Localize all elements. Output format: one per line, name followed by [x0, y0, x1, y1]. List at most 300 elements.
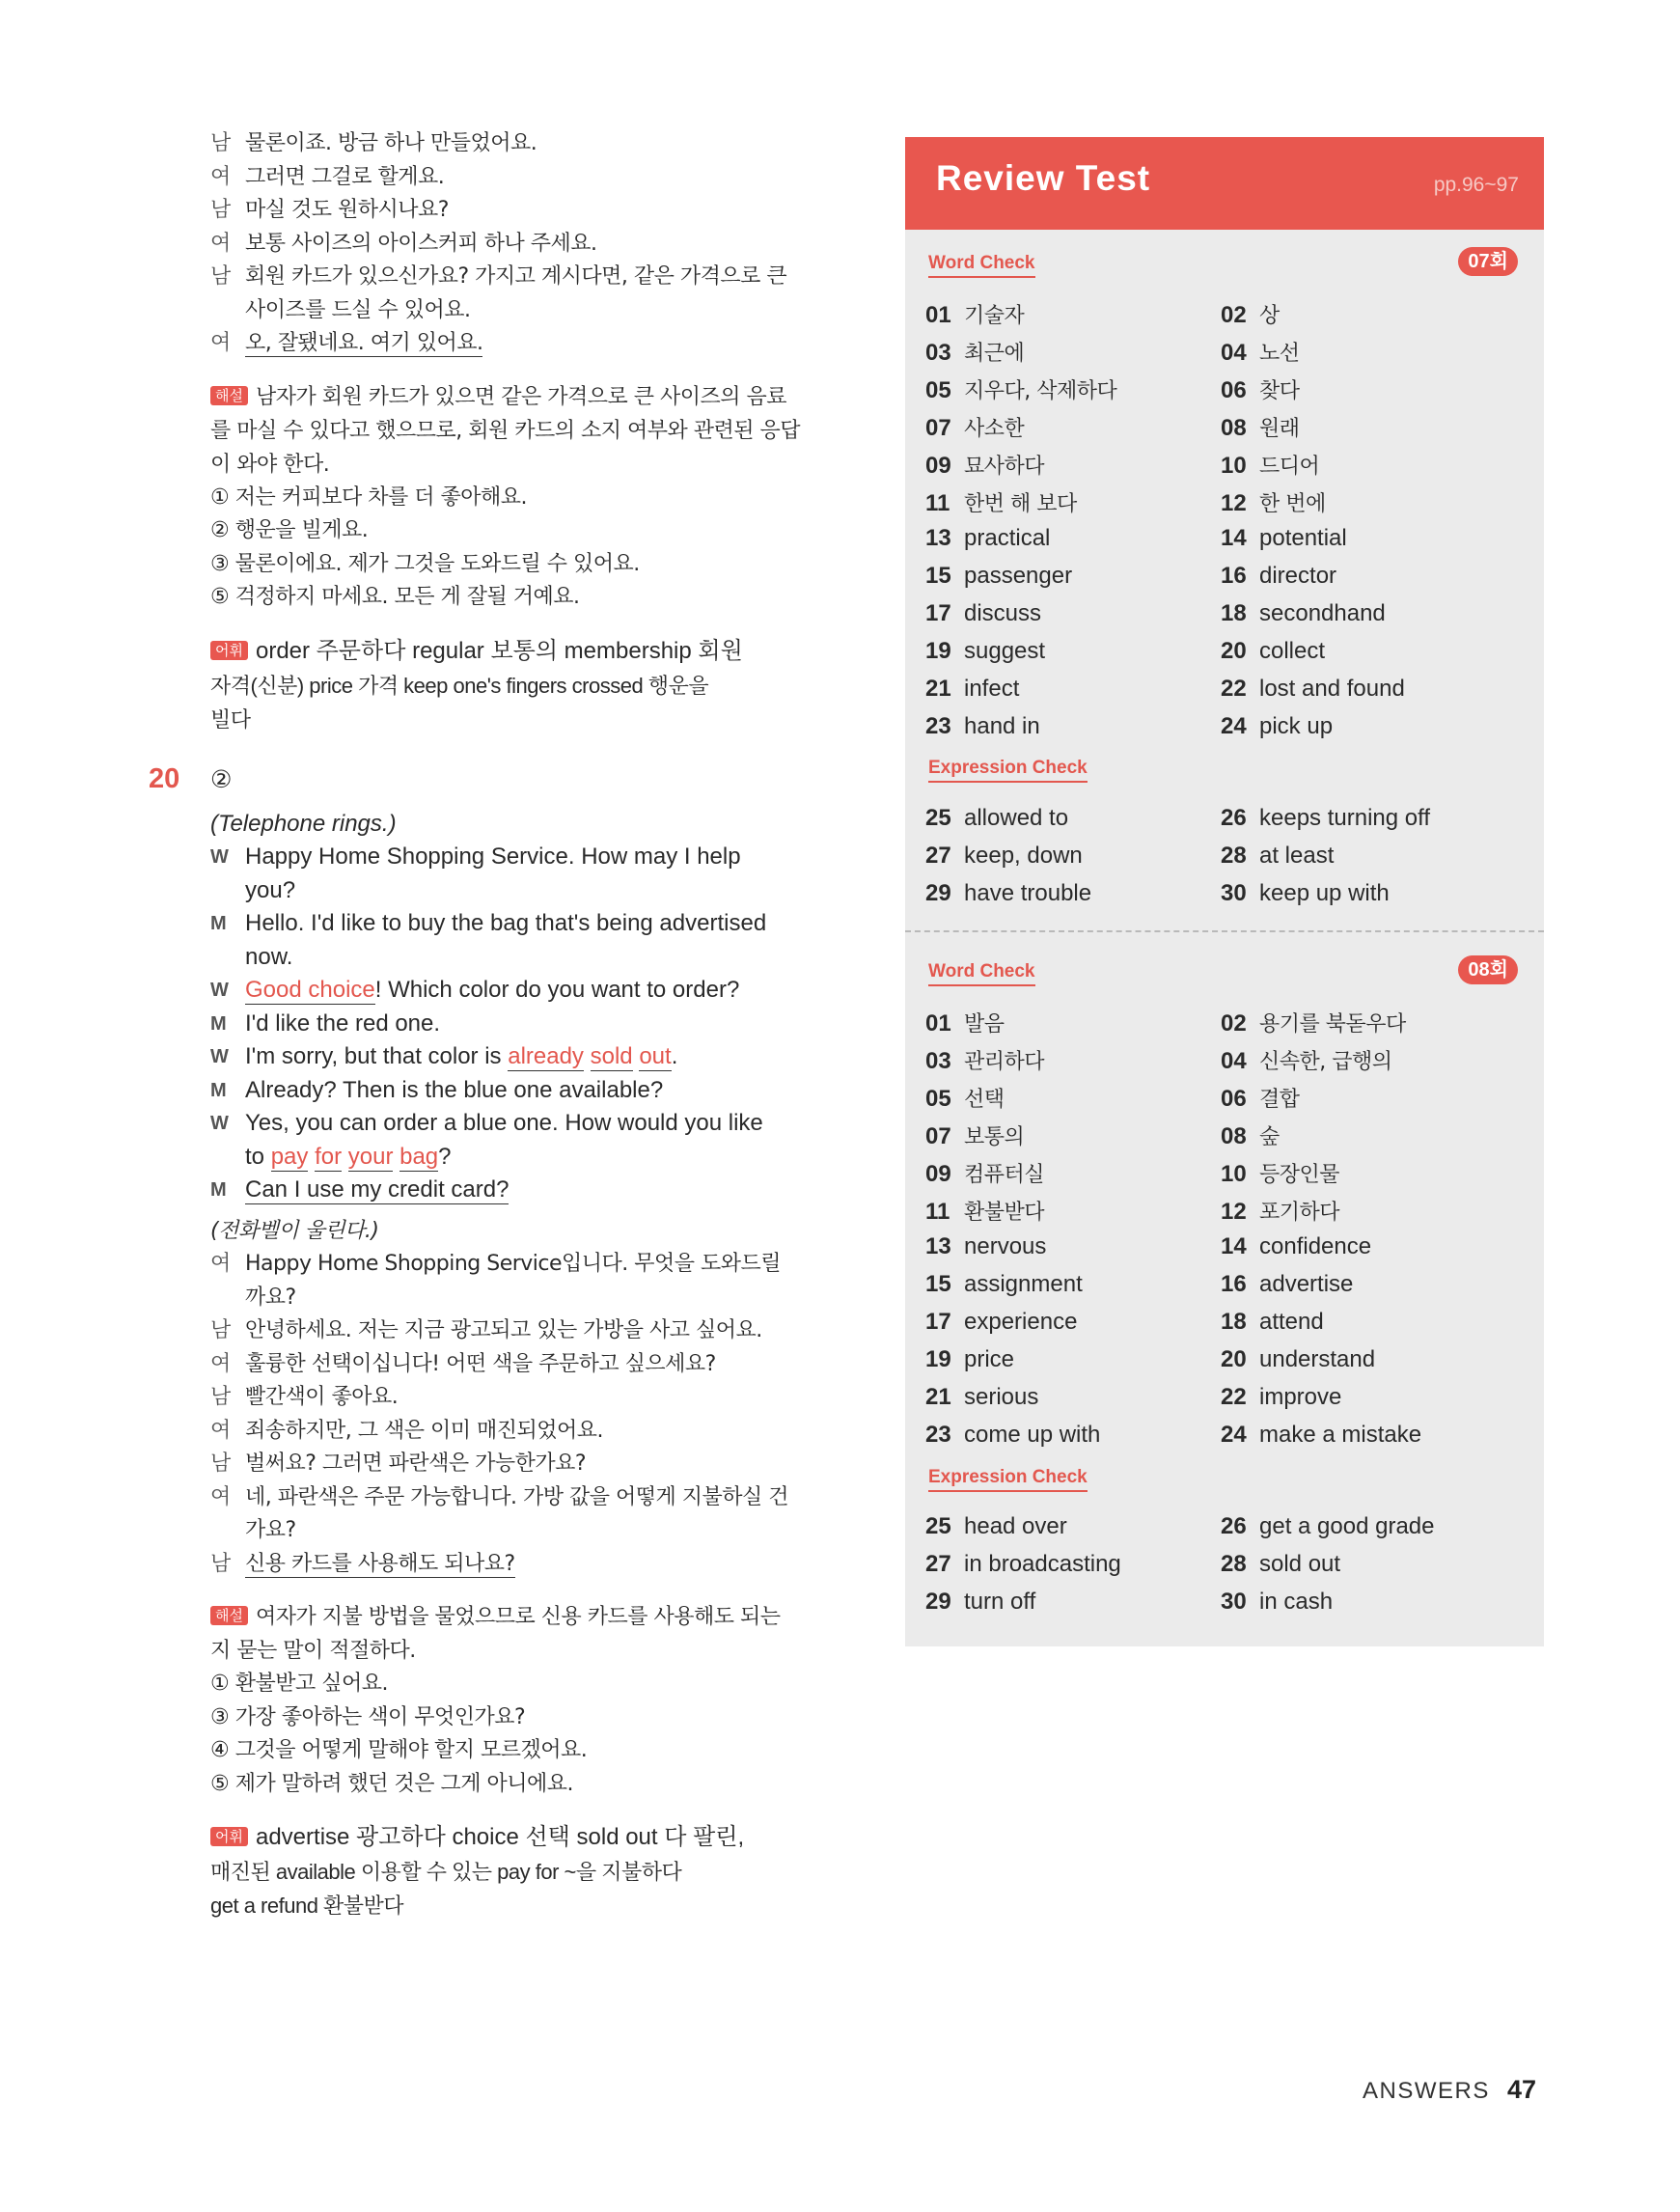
item-answer: infect	[964, 676, 1020, 702]
item-answer: keep, down	[964, 843, 1083, 869]
review-item	[1221, 1551, 1340, 1578]
item-answer: 노선	[1259, 342, 1300, 366]
review-item	[1221, 1008, 1406, 1037]
blank-answer: pay	[270, 1143, 309, 1170]
item-number: 28	[1221, 1551, 1247, 1577]
review-item	[925, 1083, 1005, 1113]
vocab-line: 자격(신분) price 가격 keep one's fingers crossed 행운을	[210, 673, 709, 698]
review-item	[1221, 450, 1319, 480]
review-item	[1221, 880, 1390, 907]
review-item	[1221, 1346, 1375, 1373]
item-answer: 선택	[964, 1088, 1005, 1112]
dialog-text: 사이즈를 드실 수 있어요.	[245, 297, 471, 322]
review-item	[925, 805, 1068, 832]
speaker-label: 여	[210, 1484, 231, 1509]
item-answer: get a good grade	[1259, 1513, 1435, 1539]
speaker-label: 여	[210, 1252, 231, 1276]
review-item	[1221, 374, 1300, 404]
item-answer: 찾다	[1259, 379, 1300, 403]
review-item	[1221, 600, 1386, 627]
review-item	[1221, 1513, 1435, 1540]
blank-answer: for	[315, 1143, 343, 1170]
item-number: 06	[1221, 377, 1247, 403]
item-number: 05	[925, 377, 951, 403]
item-answer: have trouble	[964, 880, 1092, 906]
review-item	[1221, 525, 1347, 552]
word-check-label-08: Word Check	[928, 961, 1035, 986]
item-answer: 드디어	[1259, 455, 1320, 479]
speaker-label	[210, 294, 245, 328]
review-item	[1221, 412, 1300, 442]
item-number: 07	[925, 1123, 951, 1149]
item-answer: 상	[1259, 304, 1280, 328]
item-number: 04	[1221, 1048, 1247, 1074]
item-number: 05	[925, 1086, 951, 1112]
answer-underlined-text: Can I use my credit card?	[245, 1176, 510, 1203]
review-item	[1221, 1309, 1324, 1336]
review-item	[925, 713, 1040, 740]
dialog-text: 벌써요? 그러면 파란색은 가능한가요?	[245, 1452, 587, 1476]
item-number: 03	[925, 1048, 951, 1074]
item-answer: 사소한	[964, 417, 1025, 441]
item-number: 21	[925, 676, 951, 702]
dialog-text: Already? Then is the blue one available?	[245, 1076, 664, 1103]
option-line: ③ 가장 좋아하는 색이 무엇인가요?	[210, 1704, 526, 1729]
explanation-tag: 해설	[210, 1606, 248, 1625]
review-item	[1221, 638, 1325, 665]
item-answer: 컴퓨터실	[964, 1163, 1045, 1187]
review-item	[925, 450, 1044, 480]
review-item	[1221, 1422, 1421, 1449]
speaker-label: 남	[210, 1551, 231, 1576]
item-number: 29	[925, 1589, 951, 1615]
item-number: 09	[925, 453, 951, 479]
explanation-20	[210, 1600, 847, 1801]
review-test-header	[905, 137, 1544, 230]
footer-section-label: ANSWERS	[1363, 2078, 1490, 2104]
item-number: 13	[925, 1233, 951, 1259]
item-number: 22	[1221, 676, 1247, 702]
review-item	[1221, 337, 1300, 367]
item-answer: understand	[1259, 1346, 1376, 1372]
review-item	[925, 1158, 1044, 1188]
speaker-label: W	[210, 1113, 229, 1134]
item-number: 08	[1221, 415, 1247, 441]
vocab-line: get a refund 환불받다	[210, 1894, 404, 1918]
item-number: 16	[1221, 563, 1247, 589]
item-answer: director	[1259, 563, 1337, 589]
item-number: 17	[925, 600, 951, 626]
review-item	[1221, 1045, 1392, 1075]
item-number: 16	[1221, 1271, 1247, 1297]
item-answer: 결합	[1259, 1088, 1300, 1112]
review-item	[1221, 805, 1430, 832]
question-answer: ②	[210, 764, 233, 793]
item-number: 06	[1221, 1086, 1247, 1112]
dialog-korean-19	[210, 127, 847, 361]
item-number: 03	[925, 340, 951, 366]
dialog-line	[210, 161, 847, 195]
item-number: 21	[925, 1384, 951, 1410]
dialog-text: Happy Home Shopping Service입니다. 무엇을 도와드릴	[245, 1252, 782, 1276]
review-item	[1221, 676, 1405, 703]
item-answer: at least	[1259, 843, 1335, 869]
item-number: 30	[1221, 1589, 1247, 1615]
dialog-line	[210, 294, 847, 328]
item-number: 02	[1221, 1010, 1247, 1037]
dialog-text: 마실 것도 원하시나요?	[245, 198, 449, 222]
dialog-line	[210, 127, 847, 161]
vocab-tag: 어휘	[210, 1827, 248, 1846]
dialog-text: 보통 사이즈의 아이스커피 하나 주세요.	[245, 231, 597, 256]
item-number: 23	[925, 713, 951, 739]
blank-answer: sold	[590, 1043, 633, 1069]
review-item	[1221, 1589, 1333, 1616]
item-number: 13	[925, 525, 951, 551]
item-number: 01	[925, 1010, 951, 1037]
item-answer: secondhand	[1259, 600, 1386, 626]
item-number: 30	[1221, 880, 1247, 906]
review-item	[925, 1008, 1005, 1037]
item-answer: make a mistake	[1259, 1422, 1422, 1448]
item-answer: 관리하다	[964, 1050, 1045, 1074]
item-answer: passenger	[964, 563, 1073, 589]
vocab-line: 빌다	[210, 706, 251, 732]
item-answer: 신속한, 급행의	[1259, 1050, 1392, 1074]
item-answer: 묘사하다	[964, 455, 1045, 479]
speaker-label: 남	[210, 198, 231, 222]
page-number: 47	[1507, 2075, 1537, 2104]
explanation-text	[210, 1600, 847, 1634]
speaker-label: 여	[210, 1418, 231, 1443]
dialog-text: 그러면 그걸로 할게요.	[245, 164, 445, 189]
dialog-text: 죄송하지만, 그 색은 이미 매진되었어요.	[245, 1418, 603, 1443]
item-number: 09	[925, 1161, 951, 1187]
blank-answer: out	[639, 1043, 672, 1069]
item-number: 01	[925, 302, 951, 328]
explanation-tag: 해설	[210, 386, 248, 405]
item-number: 04	[1221, 340, 1247, 366]
review-item	[925, 299, 1024, 329]
speaker-label: W	[210, 1046, 229, 1067]
review-item	[925, 412, 1024, 442]
dialog-text: 까요?	[245, 1285, 296, 1310]
item-answer: practical	[964, 525, 1051, 551]
option-line: ① 환불받고 싶어요.	[210, 1672, 388, 1696]
dialog-text: 물론이죠. 방금 하나 만들었어요.	[245, 131, 537, 155]
section-divider	[905, 930, 1544, 932]
item-number: 18	[1221, 600, 1247, 626]
item-answer: turn off	[964, 1589, 1036, 1615]
review-item	[1221, 843, 1334, 870]
answer-underlined-text: 오, 잘됐네요. 여기 있어요.	[245, 331, 483, 355]
speaker-label: 여	[210, 164, 231, 189]
test-badge-08: 08회	[1458, 955, 1518, 984]
review-item	[925, 1196, 1044, 1226]
expression-check-label-07: Expression Check	[928, 758, 1088, 783]
item-answer: 등장인물	[1259, 1163, 1340, 1187]
dialog-text: Yes, you can order a blue one. How would you like	[245, 1110, 763, 1136]
item-number: 19	[925, 638, 951, 664]
review-item	[1221, 299, 1280, 329]
vocabulary-19	[210, 634, 847, 736]
option-line: ⑤ 걱정하지 마세요. 모든 게 잘될 거예요.	[210, 585, 580, 609]
speaker-label	[210, 1514, 245, 1548]
review-item	[925, 1384, 1038, 1411]
dialog-line	[210, 228, 847, 262]
review-item	[925, 638, 1045, 665]
item-answer: come up with	[964, 1422, 1101, 1448]
dialog-text: I'm sorry, but that color is	[245, 1043, 509, 1069]
review-item	[925, 1346, 1014, 1373]
item-answer: 포기하다	[1259, 1201, 1340, 1225]
dialog-text: to	[245, 1143, 271, 1170]
item-answer: improve	[1259, 1384, 1342, 1410]
explanation-line: 를 마실 수 있다고 했으므로, 회원 카드의 소지 여부와 관련된 응답	[210, 418, 800, 443]
item-number: 26	[1221, 1513, 1247, 1539]
dialog-text: you?	[245, 876, 296, 903]
review-item	[1221, 1158, 1339, 1188]
item-number: 24	[1221, 1422, 1247, 1448]
vocabulary-20	[210, 1820, 847, 1922]
speaker-label: 남	[210, 1452, 231, 1476]
review-item	[1221, 1196, 1339, 1226]
item-number: 25	[925, 805, 951, 831]
review-test-pages: pp.96~97	[1433, 174, 1519, 196]
item-answer: advertise	[1259, 1271, 1354, 1297]
item-answer: price	[964, 1346, 1015, 1372]
item-answer: serious	[964, 1384, 1039, 1410]
item-answer: 기술자	[964, 304, 1025, 328]
option-line: ④ 그것을 어떻게 말해야 할지 모르겠어요.	[210, 1738, 588, 1762]
answer-underlined-text: 신용 카드를 사용해도 되나요?	[245, 1551, 515, 1576]
item-number: 14	[1221, 525, 1247, 551]
review-test-title: Review Test	[936, 158, 1151, 198]
item-number: 23	[925, 1422, 951, 1448]
item-number: 14	[1221, 1233, 1247, 1259]
review-item	[925, 843, 1083, 870]
dialog-text: 안녕하세요. 저는 지금 광고되고 있는 가방을 사고 싶어요.	[245, 1318, 762, 1342]
item-number: 11	[925, 1199, 950, 1225]
review-item	[925, 337, 1024, 367]
explanation-line: 지 묻는 말이 적절하다.	[210, 1639, 416, 1663]
item-number: 20	[1221, 638, 1247, 664]
item-answer: 용기를 북돋우다	[1259, 1012, 1406, 1037]
item-answer: potential	[1259, 525, 1347, 551]
item-number: 29	[925, 880, 951, 906]
vocab-line	[210, 1820, 847, 1855]
vocab-line	[210, 634, 847, 669]
review-item	[1221, 563, 1336, 590]
review-item	[925, 1233, 1046, 1260]
item-answer: collect	[1259, 638, 1326, 664]
item-answer: discuss	[964, 600, 1042, 626]
item-answer: 한번 해 보다	[964, 492, 1077, 516]
explanation-line: 남자가 회원 카드가 있으면 같은 가격으로 큰 사이즈의 음료	[255, 384, 786, 409]
item-answer: pick up	[1259, 713, 1334, 739]
question-header	[149, 762, 847, 812]
item-number: 10	[1221, 1161, 1247, 1187]
item-answer: 발음	[964, 1012, 1005, 1037]
review-item	[925, 1271, 1083, 1298]
item-number: 18	[1221, 1309, 1247, 1335]
item-answer: suggest	[964, 638, 1046, 664]
review-item	[925, 1422, 1100, 1449]
review-item	[925, 1120, 1024, 1150]
option-line: ③ 물론이에요. 제가 그것을 도와드릴 수 있어요.	[210, 551, 640, 576]
item-number: 10	[1221, 453, 1247, 479]
dialog-text: Happy Home Shopping Service. How may I help	[245, 843, 741, 870]
item-answer: in broadcasting	[964, 1551, 1121, 1577]
item-answer: keep up with	[1259, 880, 1390, 906]
item-number: 28	[1221, 843, 1247, 869]
dialog-text: 훌륭한 선택이십니다! 어떤 색을 주문하고 싶으세요?	[245, 1351, 716, 1376]
dialog-korean-20	[210, 1248, 847, 1581]
item-answer: nervous	[964, 1233, 1047, 1259]
vocab-line: 매진된 available 이용할 수 있는 pay for ~을 지불하다	[210, 1860, 682, 1884]
review-item	[925, 563, 1072, 590]
speaker-label: 남	[210, 131, 231, 155]
review-item	[925, 676, 1019, 703]
vocab-tag: 어휘	[210, 641, 248, 660]
review-item	[1221, 487, 1326, 517]
item-answer: attend	[1259, 1309, 1324, 1335]
expression-check-label-08: Expression Check	[928, 1467, 1088, 1492]
test-badge-07: 07회	[1458, 247, 1518, 276]
speaker-label: W	[210, 980, 229, 1001]
review-item	[925, 1513, 1067, 1540]
item-answer: 보통의	[964, 1125, 1025, 1149]
review-item	[1221, 1271, 1353, 1298]
speaker-label: 남	[210, 1385, 231, 1409]
dialog-text: 회원 카드가 있으신가요? 가지고 계시다면, 같은 가격으로 큰	[245, 264, 787, 289]
speaker-label: M	[210, 1179, 227, 1201]
item-number: 15	[925, 1271, 951, 1297]
item-number: 15	[925, 563, 951, 589]
dialog-text: Hello. I'd like to buy the bag that's being advertised	[245, 910, 767, 936]
dialog-text: 네, 파란색은 주문 가능합니다. 가방 값을 어떻게 지불하실 건	[245, 1484, 788, 1509]
item-answer: sold out	[1259, 1551, 1341, 1577]
item-answer: 한 번에	[1259, 492, 1326, 516]
item-number: 20	[1221, 1346, 1247, 1372]
option-line: ① 저는 커피보다 차를 더 좋아해요.	[210, 484, 527, 510]
dialog-text: .	[671, 1043, 678, 1069]
vocab-text: order 주문하다 regular 보통의 membership 회원	[255, 637, 743, 664]
review-item	[925, 1589, 1035, 1616]
review-item	[925, 600, 1041, 627]
item-number: 19	[925, 1346, 951, 1372]
dialog-text: now.	[245, 943, 293, 970]
speaker-label: 여	[210, 331, 231, 355]
speaker-label: 남	[210, 264, 231, 289]
item-answer: keeps turning off	[1259, 805, 1431, 831]
blank-answer: already	[508, 1043, 584, 1069]
review-item	[1221, 1120, 1280, 1150]
blank-answer: Good choice	[245, 977, 375, 1003]
stage-direction-korean: (전화벨이 울린다.)	[210, 1218, 379, 1243]
review-item	[1221, 1083, 1300, 1113]
explanation-line: 이 와야 한다.	[210, 452, 330, 477]
item-number: 26	[1221, 805, 1247, 831]
dialog-text: ! Which color do you want to order?	[374, 977, 740, 1003]
item-number: 27	[925, 1551, 951, 1577]
item-number: 11	[925, 490, 950, 516]
item-answer: confidence	[1259, 1233, 1372, 1259]
item-number: 27	[925, 843, 951, 869]
explanation-text	[210, 380, 847, 414]
speaker-label: M	[210, 913, 227, 934]
explanation-line: 여자가 지불 방법을 물었으므로 신용 카드를 사용해도 되는	[255, 1605, 781, 1629]
speaker-label: 여	[210, 1351, 231, 1376]
dialog-text: I'd like the red one.	[245, 1009, 441, 1037]
review-item	[925, 1551, 1121, 1578]
item-answer: 숲	[1259, 1125, 1280, 1149]
word-check-label-07: Word Check	[928, 253, 1035, 278]
item-answer: head over	[964, 1513, 1067, 1539]
left-column	[149, 127, 847, 1922]
item-answer: 지우다, 삭제하다	[964, 379, 1117, 403]
review-item	[925, 1045, 1044, 1075]
review-item	[1221, 1233, 1371, 1260]
item-answer: experience	[964, 1309, 1078, 1335]
speaker-label: 남	[210, 1318, 231, 1342]
blank-answer: your	[347, 1143, 394, 1170]
item-number: 08	[1221, 1123, 1247, 1149]
vocab-text: advertise 광고하다 choice 선택 sold out 다 팔린,	[255, 1824, 745, 1850]
dialog-text: ?	[438, 1143, 452, 1170]
item-answer: allowed to	[964, 805, 1069, 831]
review-item	[1221, 713, 1333, 740]
item-answer: 원래	[1259, 417, 1300, 441]
dialog-text: 가요?	[245, 1518, 296, 1542]
review-item	[925, 880, 1091, 907]
option-line: ② 행운을 빌게요.	[210, 518, 369, 542]
speaker-label: W	[210, 846, 229, 868]
review-item	[925, 374, 1116, 404]
review-item	[925, 487, 1077, 517]
item-number: 07	[925, 415, 951, 441]
speaker-label	[210, 1282, 245, 1315]
dialog-english-20	[210, 841, 847, 1207]
item-answer: assignment	[964, 1271, 1083, 1297]
item-number: 12	[1221, 1199, 1247, 1225]
speaker-label: M	[210, 1012, 227, 1035]
item-answer: hand in	[964, 713, 1040, 739]
review-item	[925, 1309, 1077, 1336]
option-line: ⑤ 제가 말하려 했던 것은 그게 아니에요.	[210, 1771, 573, 1796]
item-answer: in cash	[1259, 1589, 1334, 1615]
item-answer: 최근에	[964, 342, 1025, 366]
dialog-line	[210, 261, 847, 294]
item-number: 24	[1221, 713, 1247, 739]
question-number: 20	[149, 762, 180, 794]
stage-direction: (Telephone rings.)	[210, 810, 397, 837]
dialog-line	[210, 327, 847, 361]
speaker-label: M	[210, 1079, 227, 1101]
item-number: 02	[1221, 302, 1247, 328]
review-item	[925, 525, 1050, 552]
review-item	[1221, 1384, 1341, 1411]
item-answer: lost and found	[1259, 676, 1405, 702]
dialog-text: 빨간색이 좋아요.	[245, 1385, 399, 1409]
speaker-label: 여	[210, 231, 231, 256]
explanation-19	[210, 380, 847, 615]
item-number: 22	[1221, 1384, 1247, 1410]
item-number: 12	[1221, 490, 1247, 516]
blank-answer: bag	[399, 1143, 439, 1170]
review-test-panel	[905, 137, 1544, 1646]
item-number: 17	[925, 1309, 951, 1335]
